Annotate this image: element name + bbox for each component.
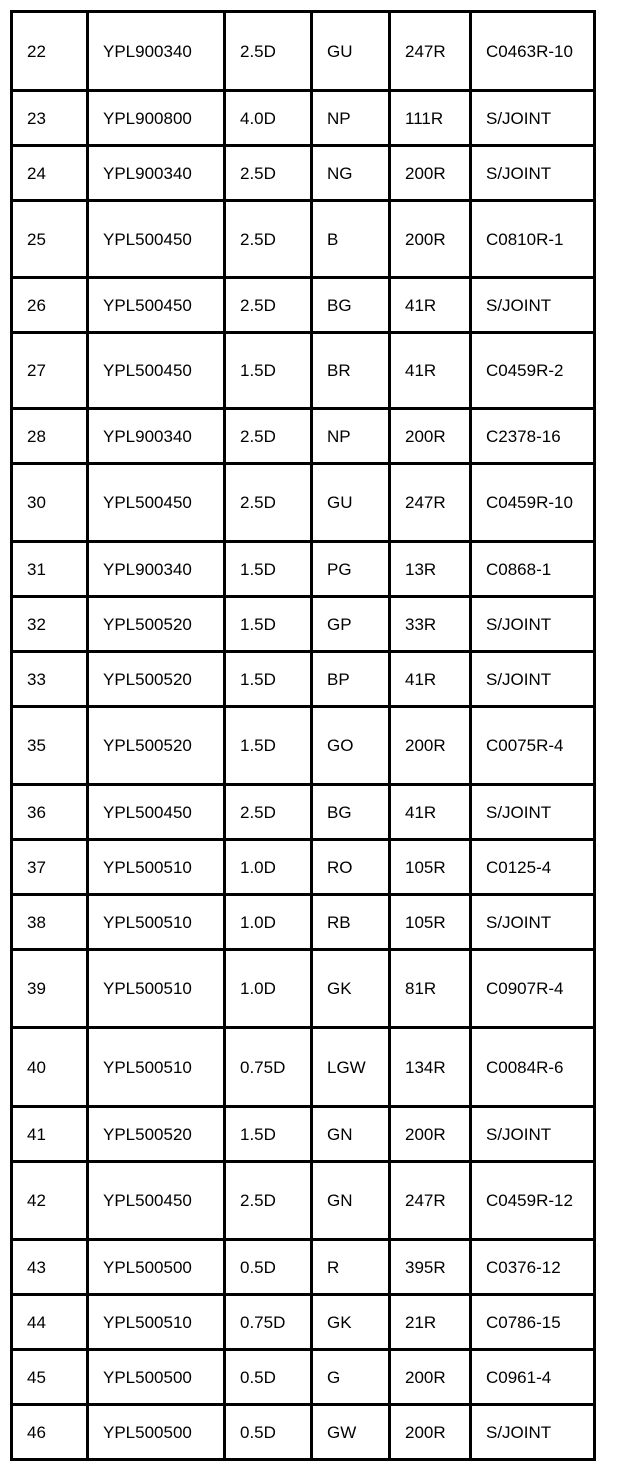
cell-no: 24: [12, 146, 88, 201]
table-row: [12, 146, 595, 201]
cell-part-number: YPL500510: [88, 1295, 225, 1350]
cell-connector: C0868-1: [471, 542, 595, 597]
cell-no: 46: [12, 1405, 88, 1460]
cell-no: 30: [12, 464, 88, 542]
cell-part-number: YPL500510: [88, 1028, 225, 1107]
table-row: [12, 409, 595, 464]
cell-no: 31: [12, 542, 88, 597]
cell-size: 1.0D: [225, 840, 312, 895]
cell-size: 1.0D: [225, 895, 312, 950]
cell-no: 38: [12, 895, 88, 950]
cell-size: 2.5D: [225, 201, 312, 278]
cell-color: GK: [312, 950, 390, 1028]
cell-connector: S/JOINT: [471, 146, 595, 201]
cell-no: 37: [12, 840, 88, 895]
cell-no: 43: [12, 1240, 88, 1295]
cell-length: 200R: [390, 201, 471, 278]
cell-size: 0.5D: [225, 1350, 312, 1405]
cell-size: 2.5D: [225, 278, 312, 333]
cell-size: 1.5D: [225, 597, 312, 652]
table-row: [12, 652, 595, 707]
table-row: [12, 707, 595, 785]
cell-size: 2.5D: [225, 1162, 312, 1240]
cell-connector: C0075R-4: [471, 707, 595, 785]
cell-no: 36: [12, 785, 88, 840]
cell-part-number: YPL500510: [88, 950, 225, 1028]
cell-length: 200R: [390, 146, 471, 201]
cell-connector: S/JOINT: [471, 278, 595, 333]
table-row: [12, 785, 595, 840]
table-row: [12, 542, 595, 597]
cell-color: GN: [312, 1162, 390, 1240]
cell-connector: C0463R-10: [471, 12, 595, 91]
cell-part-number: YPL500450: [88, 201, 225, 278]
cell-no: 41: [12, 1107, 88, 1162]
cell-size: 0.75D: [225, 1295, 312, 1350]
cell-connector: S/JOINT: [471, 91, 595, 146]
table-row: [12, 464, 595, 542]
cell-connector: C0459R-2: [471, 333, 595, 409]
cell-size: 1.5D: [225, 707, 312, 785]
cell-part-number: YPL500500: [88, 1350, 225, 1405]
cell-color: GW: [312, 1405, 390, 1460]
cell-color: PG: [312, 542, 390, 597]
cell-part-number: YPL500520: [88, 652, 225, 707]
cell-no: 44: [12, 1295, 88, 1350]
cell-connector: C0376-12: [471, 1240, 595, 1295]
cell-no: 25: [12, 201, 88, 278]
table-row: [12, 950, 595, 1028]
cell-length: 41R: [390, 785, 471, 840]
cell-length: 33R: [390, 597, 471, 652]
cell-color: BG: [312, 785, 390, 840]
table-row: [12, 1162, 595, 1240]
table-row: [12, 1405, 595, 1460]
cell-part-number: YPL500520: [88, 707, 225, 785]
cell-color: G: [312, 1350, 390, 1405]
cell-length: 247R: [390, 1162, 471, 1240]
cell-connector: S/JOINT: [471, 895, 595, 950]
cell-length: 200R: [390, 409, 471, 464]
cell-color: NP: [312, 409, 390, 464]
cell-no: 23: [12, 91, 88, 146]
cell-connector: C0125-4: [471, 840, 595, 895]
cell-connector: C0786-15: [471, 1295, 595, 1350]
table-row: [12, 333, 595, 409]
cell-connector: C0907R-4: [471, 950, 595, 1028]
cell-connector: S/JOINT: [471, 785, 595, 840]
cell-length: 105R: [390, 895, 471, 950]
cell-connector: C0084R-6: [471, 1028, 595, 1107]
cell-no: 27: [12, 333, 88, 409]
cell-length: 200R: [390, 707, 471, 785]
table-row: [12, 12, 595, 91]
cell-color: LGW: [312, 1028, 390, 1107]
cell-length: 105R: [390, 840, 471, 895]
cell-part-number: YPL900340: [88, 12, 225, 91]
cell-length: 81R: [390, 950, 471, 1028]
cell-no: 26: [12, 278, 88, 333]
cell-size: 2.5D: [225, 12, 312, 91]
cell-color: R: [312, 1240, 390, 1295]
cell-size: 0.5D: [225, 1240, 312, 1295]
cell-size: 1.5D: [225, 542, 312, 597]
cell-size: 2.5D: [225, 409, 312, 464]
table-row: [12, 1240, 595, 1295]
cell-connector: S/JOINT: [471, 597, 595, 652]
cell-part-number: YPL500520: [88, 597, 225, 652]
cell-no: 22: [12, 12, 88, 91]
cell-part-number: YPL500450: [88, 333, 225, 409]
cell-color: RB: [312, 895, 390, 950]
table-row: [12, 1350, 595, 1405]
cell-part-number: YPL500450: [88, 278, 225, 333]
cell-connector: C0459R-10: [471, 464, 595, 542]
table-row: [12, 1295, 595, 1350]
cell-connector: C0459R-12: [471, 1162, 595, 1240]
cell-part-number: YPL500510: [88, 895, 225, 950]
cell-color: B: [312, 201, 390, 278]
cell-size: 1.0D: [225, 950, 312, 1028]
cell-length: 41R: [390, 652, 471, 707]
cell-color: GK: [312, 1295, 390, 1350]
cell-part-number: YPL500450: [88, 1162, 225, 1240]
table-row: [12, 597, 595, 652]
cell-no: 45: [12, 1350, 88, 1405]
table-row: [12, 840, 595, 895]
cell-connector: C0810R-1: [471, 201, 595, 278]
cell-part-number: YPL900800: [88, 91, 225, 146]
cell-no: 40: [12, 1028, 88, 1107]
cell-color: BR: [312, 333, 390, 409]
cell-connector: C2378-16: [471, 409, 595, 464]
cell-length: 41R: [390, 333, 471, 409]
cell-part-number: YPL900340: [88, 409, 225, 464]
cell-length: 247R: [390, 464, 471, 542]
wire-table: [10, 10, 596, 1461]
cell-size: 1.5D: [225, 333, 312, 409]
cell-no: 42: [12, 1162, 88, 1240]
cell-no: 33: [12, 652, 88, 707]
cell-length: 395R: [390, 1240, 471, 1295]
cell-part-number: YPL500450: [88, 785, 225, 840]
cell-part-number: YPL500500: [88, 1405, 225, 1460]
cell-part-number: YPL900340: [88, 146, 225, 201]
cell-size: 2.5D: [225, 146, 312, 201]
table-row: [12, 895, 595, 950]
table-row: [12, 278, 595, 333]
cell-length: 200R: [390, 1107, 471, 1162]
cell-part-number: YPL500500: [88, 1240, 225, 1295]
cell-length: 247R: [390, 12, 471, 91]
cell-part-number: YPL500450: [88, 464, 225, 542]
cell-length: 200R: [390, 1350, 471, 1405]
cell-size: 0.75D: [225, 1028, 312, 1107]
cell-size: 2.5D: [225, 785, 312, 840]
cell-size: 1.5D: [225, 652, 312, 707]
wire-table-body: [12, 12, 595, 1460]
cell-connector: S/JOINT: [471, 1107, 595, 1162]
cell-color: BP: [312, 652, 390, 707]
cell-size: 2.5D: [225, 464, 312, 542]
cell-color: GU: [312, 464, 390, 542]
table-row: [12, 201, 595, 278]
cell-color: NG: [312, 146, 390, 201]
cell-no: 39: [12, 950, 88, 1028]
cell-no: 32: [12, 597, 88, 652]
cell-color: NP: [312, 91, 390, 146]
table-row: [12, 1107, 595, 1162]
cell-color: GP: [312, 597, 390, 652]
cell-length: 13R: [390, 542, 471, 597]
cell-color: RO: [312, 840, 390, 895]
cell-color: GU: [312, 12, 390, 91]
cell-color: GN: [312, 1107, 390, 1162]
cell-connector: C0961-4: [471, 1350, 595, 1405]
cell-connector: S/JOINT: [471, 1405, 595, 1460]
cell-color: GO: [312, 707, 390, 785]
cell-part-number: YPL500520: [88, 1107, 225, 1162]
cell-size: 1.5D: [225, 1107, 312, 1162]
cell-part-number: YPL500510: [88, 840, 225, 895]
cell-length: 134R: [390, 1028, 471, 1107]
cell-connector: S/JOINT: [471, 652, 595, 707]
cell-size: 4.0D: [225, 91, 312, 146]
cell-length: 21R: [390, 1295, 471, 1350]
cell-length: 111R: [390, 91, 471, 146]
cell-size: 0.5D: [225, 1405, 312, 1460]
cell-length: 200R: [390, 1405, 471, 1460]
cell-part-number: YPL900340: [88, 542, 225, 597]
table-row: [12, 91, 595, 146]
table-row: [12, 1028, 595, 1107]
cell-color: BG: [312, 278, 390, 333]
cell-no: 35: [12, 707, 88, 785]
cell-no: 28: [12, 409, 88, 464]
cell-length: 41R: [390, 278, 471, 333]
